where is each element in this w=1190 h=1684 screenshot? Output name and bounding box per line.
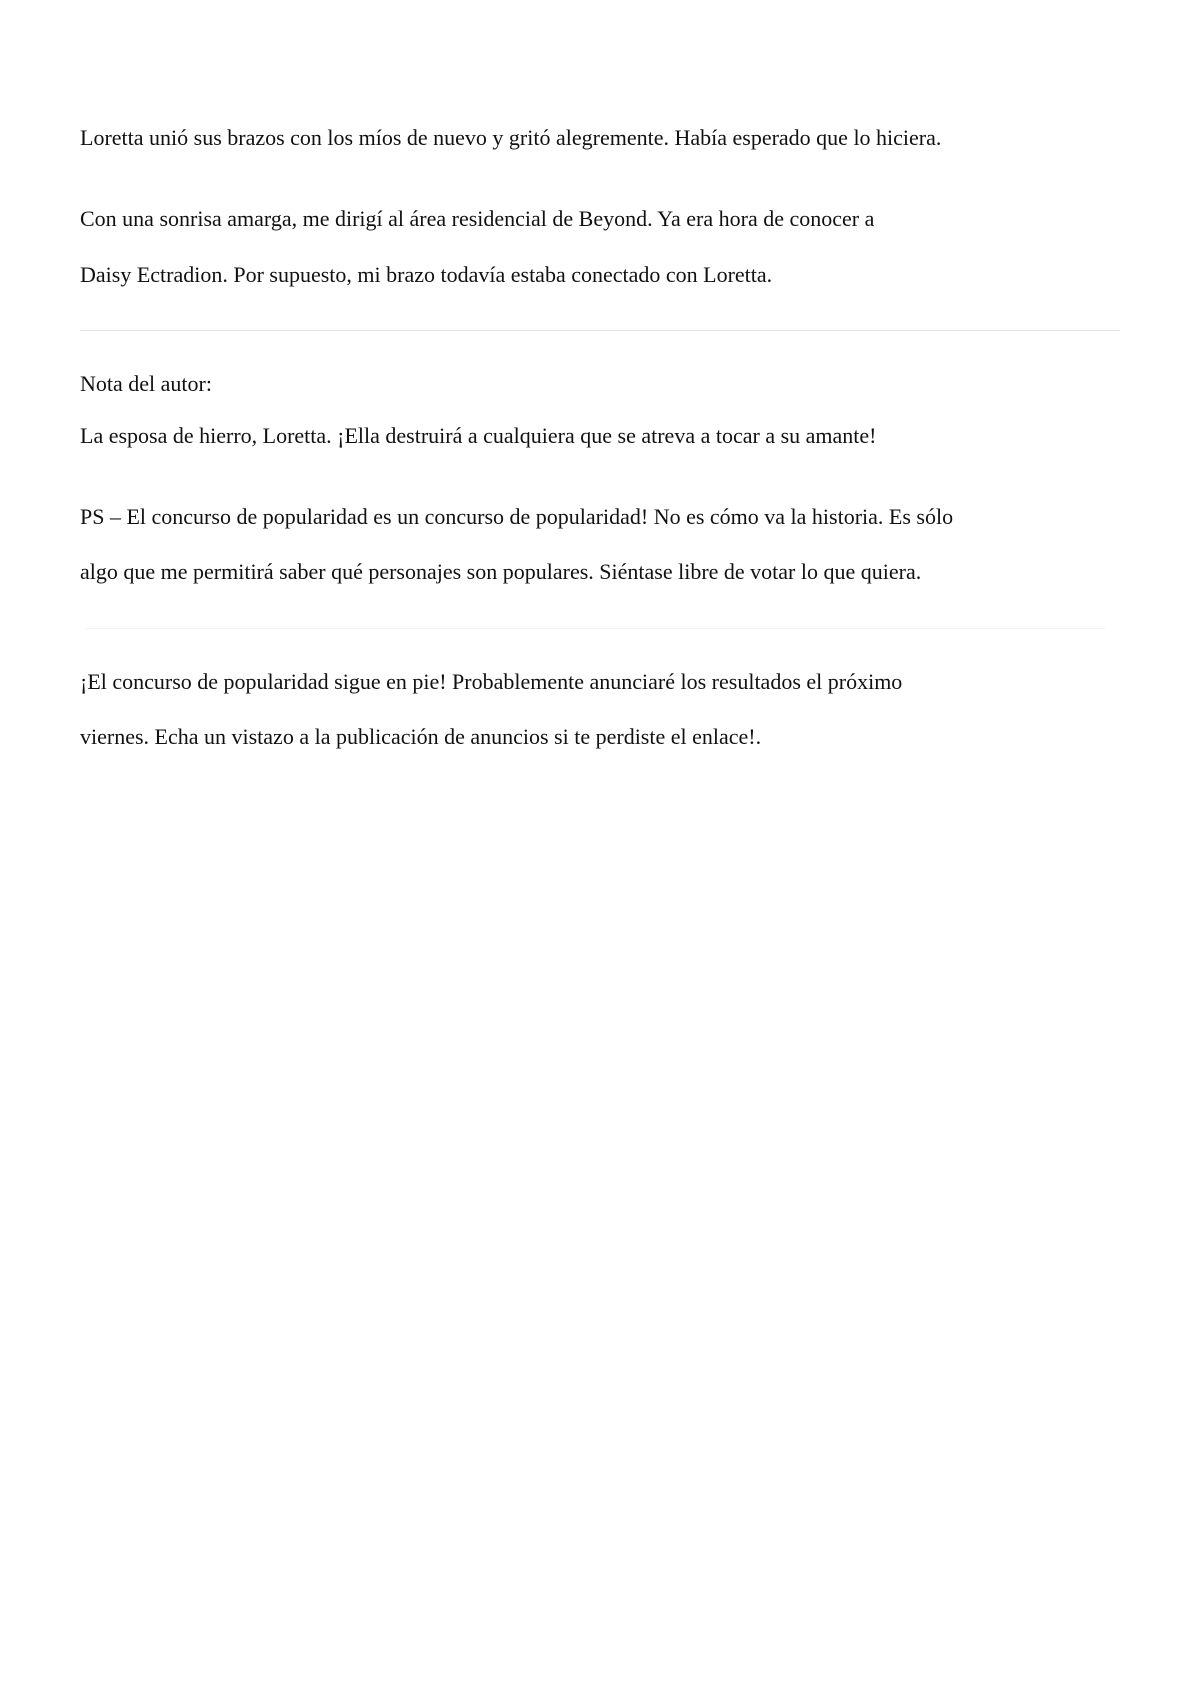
ps-note-line-1: PS – El concurso de popularidad es un concurso de popularidad! No es cómo va la historia. Es sólo xyxy=(80,504,954,529)
section-divider-2 xyxy=(85,628,1105,629)
contest-note-line-2: viernes. Echa un vistazo a la publicación de anuncios si te perdiste el enlace!. xyxy=(80,724,762,749)
ps-note-line-2: algo que me permitirá saber qué personajes son populares. Siéntase libre de votar lo que quiera. xyxy=(80,559,922,584)
author-note-line-1: La esposa de hierro, Loretta. ¡Ella destruirá a cualquiera que se atreva a tocar a su amante! xyxy=(80,423,877,448)
story-paragraph-2-line-1: Con una sonrisa amarga, me dirigí al área residencial de Beyond. Ya era hora de conocer a xyxy=(80,206,875,231)
story-paragraph-1-line-1: Loretta unió sus brazos con los míos de nuevo y gritó alegremente. Había esperado que lo hiciera. xyxy=(80,125,942,150)
section-divider xyxy=(80,330,1120,331)
author-note-heading: Nota del autor: xyxy=(80,371,212,396)
story-paragraph-2-line-2: Daisy Ectradion. Por supuesto, mi brazo todavía estaba conectado con Loretta. xyxy=(80,262,773,287)
contest-note-line-1: ¡El concurso de popularidad sigue en pie! Probablemente anunciaré los resultados el próximo xyxy=(80,669,903,694)
